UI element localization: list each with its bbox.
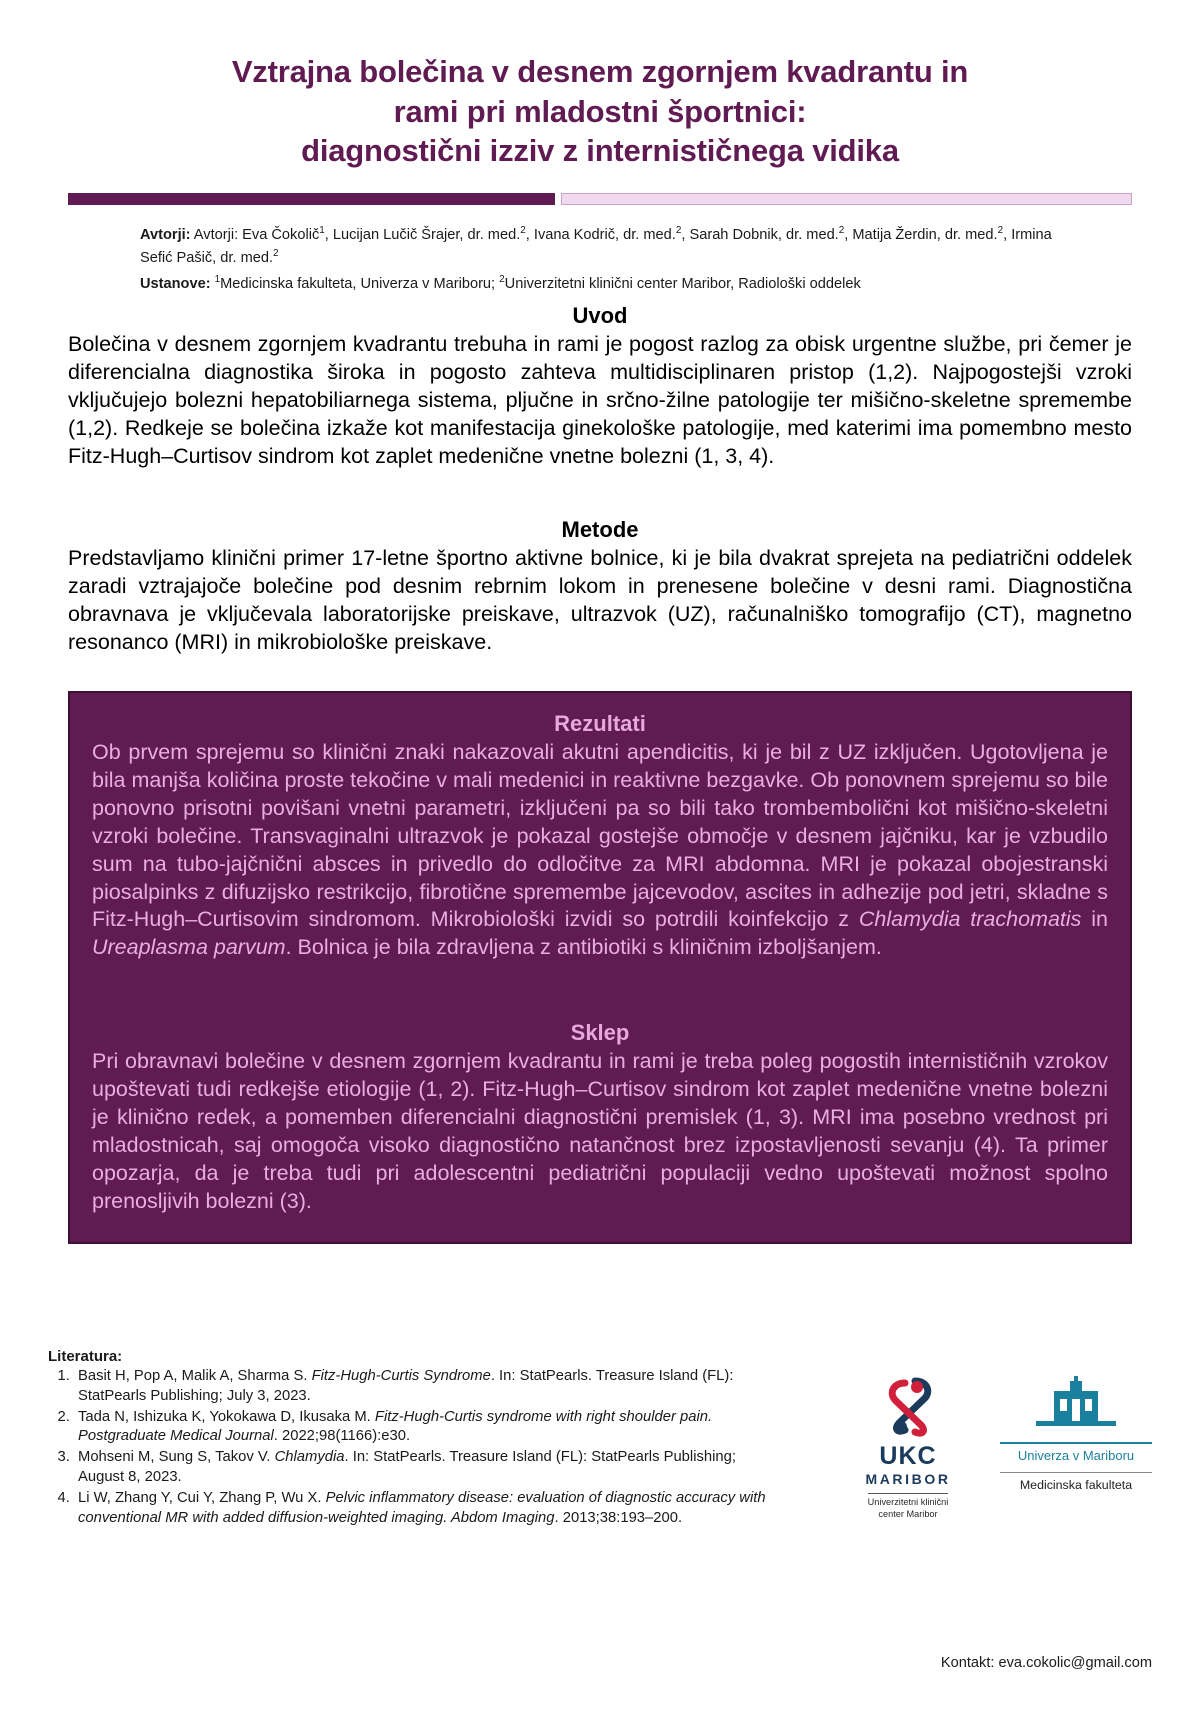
section-metode bbox=[0, 517, 1200, 657]
authors-text-1: Avtorji: Eva Čokolič bbox=[190, 226, 320, 243]
reference-pre: Tada N, Ishizuka K, Yokokawa D, Ikusaka M. bbox=[78, 1408, 375, 1425]
sklep-heading: Sklep bbox=[570, 1020, 630, 1046]
ukc-tagline-line2: center Maribor bbox=[878, 1508, 938, 1519]
authors-text-6: Matija Žerdin, dr. med. bbox=[852, 226, 998, 243]
results-conclusion-panel bbox=[68, 691, 1132, 1244]
reference-item bbox=[74, 1489, 768, 1529]
authors-text-2: , Lucijan Lučič Šrajer, dr. med. bbox=[324, 226, 521, 243]
authors-line bbox=[140, 223, 1060, 270]
rezultati-text-part2: . Bolnica je bila zdravljena z antibiotiki s kliničnim izboljšanjem. bbox=[285, 935, 882, 960]
ukc-maribor-logo bbox=[832, 1375, 984, 1522]
contact-line: Kontakt: eva.cokolic@gmail.com bbox=[940, 1655, 1152, 1671]
affiliations-line bbox=[140, 272, 1060, 295]
authors-block bbox=[140, 223, 1060, 295]
uvod-heading: Uvod bbox=[572, 303, 628, 329]
rezultati-text bbox=[92, 739, 1108, 963]
author-sup-5: 2 bbox=[997, 225, 1004, 237]
reference-post: . In: StatPearls. Treasure Island (FL): StatPearls Publishing; July 3, 2023. bbox=[78, 1368, 734, 1404]
authors-label: Avtorji: bbox=[140, 226, 191, 243]
affiliation-text-1: Medicinska fakulteta, Univerza v Mariboru; bbox=[220, 275, 500, 292]
references-heading: Literatura: bbox=[48, 1348, 123, 1365]
um-faculty: Medicinska fakulteta bbox=[1000, 1472, 1152, 1492]
affiliation-sup-1: 1 bbox=[214, 273, 221, 285]
rezultati-italic-ureaplasma: Ureaplasma parvum bbox=[92, 935, 286, 960]
reference-italic: Fitz-Hugh-Curtis Syndrome bbox=[311, 1368, 491, 1384]
author-sup-1: 1 bbox=[319, 225, 325, 237]
reference-pre: Li W, Zhang Y, Cui Y, Zhang P, Wu X. bbox=[78, 1489, 326, 1506]
authors-text-3: , Ivana Kodrič, dr. med. bbox=[525, 226, 676, 243]
um-rule bbox=[1000, 1442, 1152, 1444]
reference-italic: Fitz-Hugh-Curtis syndrome with right shoulder pain. Postgraduate Medical Journal bbox=[78, 1408, 713, 1445]
author-sup-3: 2 bbox=[675, 225, 682, 237]
sklep-text: Pri obravnavi bolečine v desnem zgornjem kvadrantu in rami je treba poleg pogostih internističnih vzrokov upoštevati tudi redkejše etiologije (1, 2). Fitz-Hugh–Curtisov sindrom kot zaplet medenične vnetne bolezni je klinično redek, a pomemben diferencialni diagnostični premislek (1, 3). MRI ima posebno vrednost pri mladostnicah, saj omogoča visoko diagnostično natančnost brez izpostavljenosti sevanju (4). Ta primer opozarja, da je treba tudi pri adolescentni pediatrični populaciji vedno upoštevati možnost spolno prenosljivih bolezni (3). bbox=[92, 1049, 1108, 1214]
panel-spacer bbox=[92, 962, 1108, 1016]
divider-bar-light bbox=[561, 193, 1132, 205]
title-line-3: diagnostični izziv z internističnega vidika bbox=[301, 133, 899, 169]
reference-post: . In: StatPearls. Treasure Island (FL): StatPearls Publishing; August 8, 2023. bbox=[78, 1449, 736, 1486]
rezultati-italic-chlamydia: Chlamydia trachomatis bbox=[858, 907, 1082, 932]
title-line-1: Vztrajna bolečina v desnem zgornjem kvadrantu in bbox=[231, 54, 969, 89]
affiliation-sup-2: 2 bbox=[499, 273, 505, 285]
ukc-tagline-line1: Univerzitetni klinični bbox=[867, 1497, 949, 1507]
affiliation-text-2: Univerzitetni klinični center Maribor, Radiološki oddelek bbox=[504, 275, 861, 292]
divider-bar-dark bbox=[68, 193, 555, 205]
univerza-maribor-logo bbox=[1000, 1375, 1152, 1492]
ukc-tagline bbox=[868, 1493, 949, 1520]
author-sup-4: 2 bbox=[838, 225, 845, 237]
logo-row bbox=[832, 1375, 1152, 1522]
reference-italic: Chlamydia bbox=[274, 1449, 345, 1466]
section-uvod bbox=[0, 303, 1200, 471]
rezultati-text-mid: in bbox=[1081, 907, 1108, 932]
reference-item bbox=[74, 1408, 768, 1448]
reference-pre: Mohseni M, Sung S, Takov V. bbox=[78, 1449, 275, 1466]
um-name: Univerza v Mariboru bbox=[1017, 1448, 1135, 1463]
author-sup-2: 2 bbox=[520, 225, 526, 237]
rezultati-text-part1: Ob prvem sprejemu so klinični znaki nakazovali akutni apendicitis, ki je bil z UZ izključen. Ugotovljena je bila manjša količina proste tekočine v mali medenici in reaktivne bezgavke. Ob ponovnem sprejemu so bile ponovno prisotni povišani vnetni parametri, izključeni pa so bili tako trombembolični kot mišično-skeletni vzroki bolečine. Transvaginalni ultrazvok je pokazal gostejše območje v desnem jajčniku, kar je vzbudilo sum na tubo-jajčnični absces in privedlo do odločitve za MRI abdomna. MRI je pokazal obojestranski piosalpinks z difuzijsko restrikcijo, fibrotične spremembe jajcevodov, ascites in adhezije pod jetri, skladne s Fitz-Hugh–Curtisovim sindromom. Mikrobiološki izvidi so potrdili koinfekcijo z bbox=[92, 739, 1108, 932]
references-block bbox=[48, 1348, 768, 1530]
metode-heading: Metode bbox=[561, 517, 639, 543]
header-divider bbox=[68, 193, 1132, 205]
ukc-ribbon-icon bbox=[865, 1424, 951, 1441]
reference-italic: Pelvic inflammatory disease: evaluation of diagnostic accuracy with conventional MR with added diffusion-weighted imaging. Abdom Imaging bbox=[78, 1489, 766, 1526]
rezultati-heading: Rezultati bbox=[554, 710, 646, 736]
authors-text-4: , Sarah Dobnik, dr. med. bbox=[681, 226, 839, 243]
references-list bbox=[48, 1367, 768, 1529]
ukc-name: UKC bbox=[879, 1442, 937, 1470]
reference-post: . 2013;38:193–200. bbox=[554, 1509, 683, 1526]
ukc-city: MARIBOR bbox=[865, 1471, 951, 1487]
title-line-2: rami pri mladostni športnici: bbox=[393, 93, 807, 129]
reference-post: . 2022;98(1166):e30. bbox=[273, 1428, 411, 1445]
author-sup-6: 2 bbox=[273, 248, 279, 260]
authors-text-7: , Irmina Sefić Pašič, dr. med. bbox=[140, 226, 1052, 267]
metode-text: Predstavljamo klinični primer 17-letne športno aktivne bolnice, ki je bila dvakrat sprejeta na pediatrični oddelek zaradi vztrajajoče bolečine pod desnim rebrnim lokom in prenesene bolečine v desni rami. Diagnostična obravnava je vključevala laboratorijske preiskave, ultrazvok (UZ), računalniško tomografijo (CT), magnetno resonanco (MRI) in mikrobiološke preiskave. bbox=[68, 546, 1132, 654]
reference-pre: Basit H, Pop A, Malik A, Sharma S. bbox=[78, 1368, 312, 1384]
reference-item bbox=[74, 1448, 768, 1488]
reference-item bbox=[74, 1367, 768, 1407]
uvod-text: Bolečina v desnem zgornjem kvadrantu trebuha in rami je pogost razlog za obisk urgentne službe, pri čemer je diferencialna diagnostika široka in pogosto zahteva multidisciplinaren pristop (1,2). Najpogostejši vzroki vključujejo bolezni hepatobiliarnega sistema, pljučne in srčno-žilne patologije ter mišično-skeletne spremembe (1,2). Redkeje se bolečina izkaže kot manifestacija ginekološke patologije, med katerimi ima pomembno mesto Fitz-Hugh–Curtisov sindrom kot zaplet medenične vnetne bolezni (1, 3, 4). bbox=[68, 332, 1132, 469]
page-title bbox=[0, 0, 1200, 171]
affiliations-label: Ustanove: bbox=[140, 275, 211, 292]
authors-text-5: , bbox=[844, 226, 849, 243]
university-building-icon bbox=[1024, 1420, 1128, 1437]
